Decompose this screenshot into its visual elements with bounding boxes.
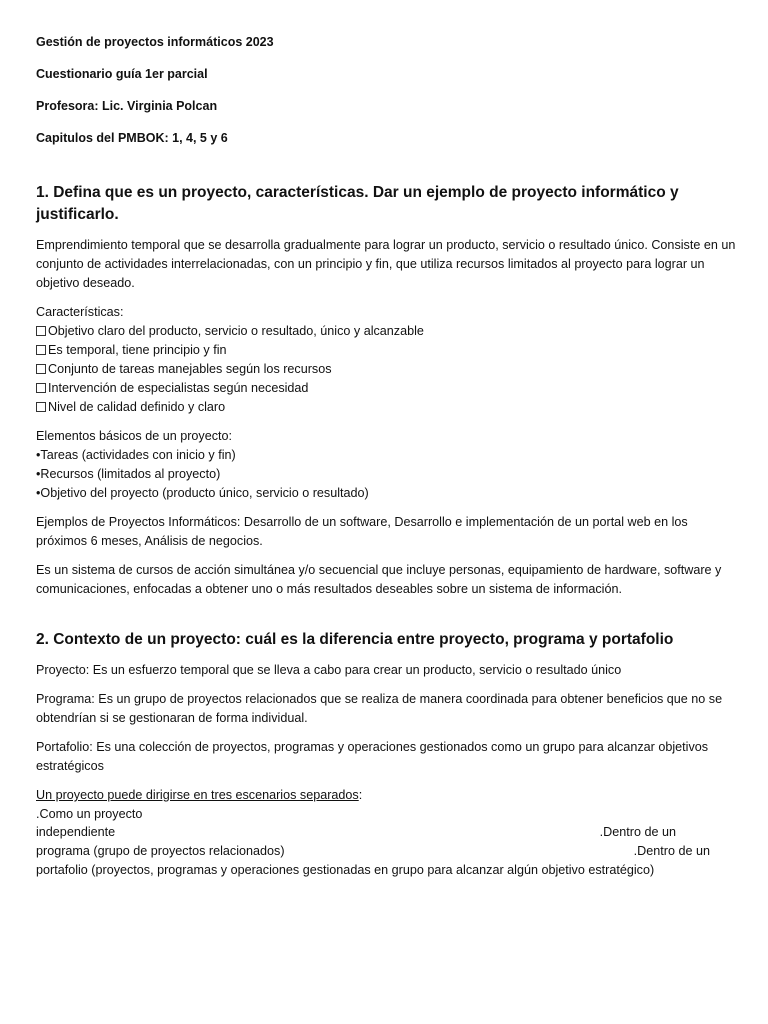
questionnaire-title: Cuestionario guía 1er parcial [36, 67, 208, 81]
elements-label: Elementos básicos de un proyecto: [36, 429, 233, 443]
list-item: •Tareas (actividades con inicio y fin) [36, 448, 236, 462]
characteristics-list [36, 303, 736, 417]
list-item: Es temporal, tiene principio y fin [36, 341, 736, 360]
question-2-title: 2. Contexto de un proyecto: cuál es la diferencia entre proyecto, programa y portafolio [36, 631, 674, 648]
bullet-icon: • [36, 486, 41, 500]
portafolio-definition: Portafolio: Es una colección de proyectos, programas y operaciones gestionados como un grupo para alcanzar objetivos estratégicos [36, 740, 709, 773]
characteristics-label: Características: [36, 305, 124, 319]
scenario-line: portafolio (proyectos, programas y operaciones gestionadas en grupo para alcanzar algún objetivo estratégico) [36, 863, 655, 877]
programa-definition: Programa: Es un grupo de proyectos relacionados que se realiza de manera coordinada para obtener beneficios que no se obtendrían si se gestionaran de forma individual. [36, 692, 723, 725]
bullet-box-icon [36, 326, 46, 336]
bullet-box-icon [36, 364, 46, 374]
professor-line: Profesora: Lic. Virginia Polcan [36, 99, 218, 113]
system-paragraph: Es un sistema de cursos de acción simultánea y/o secuencial que incluye personas, equipamiento de hardware, software y comunicaciones, enfocadas a obtener uno o más resultados deseables sobre un sistema de información. [36, 563, 722, 596]
scenario-line: independiente .Dentro de un [36, 825, 676, 839]
document-page [36, 34, 736, 880]
chapters-line: Capitulos del PMBOK: 1, 4, 5 y 6 [36, 131, 228, 145]
scenarios-block [36, 786, 736, 880]
list-item: Nivel de calidad definido y claro [36, 398, 736, 417]
list-item: Objetivo claro del producto, servicio o resultado, único y alcanzable [36, 322, 736, 341]
scenario-line: .Como un proyecto [36, 807, 143, 821]
list-item: Conjunto de tareas manejables según los recursos [36, 360, 736, 379]
elements-list [36, 427, 736, 503]
bullet-box-icon [36, 402, 46, 412]
bullet-icon: • [36, 448, 41, 462]
bullet-icon: • [36, 467, 41, 481]
question-1-title: 1. Defina que es un proyecto, características. Dar un ejemplo de proyecto informático y justificarlo. [36, 184, 679, 223]
scenarios-heading: Un proyecto puede dirigirse en tres escenarios separados: [36, 788, 363, 802]
bullet-box-icon [36, 345, 46, 355]
bullet-box-icon [36, 383, 46, 393]
course-title: Gestión de proyectos informáticos 2023 [36, 35, 274, 49]
list-item: Intervención de especialistas según necesidad [36, 379, 736, 398]
project-definition: Emprendimiento temporal que se desarrolla gradualmente para lograr un producto, servicio o resultado único. Consiste en un conjunto de actividades interrelacionadas, con un principio y fin, que utiliza recursos limitados al proyecto para lograr un objetivo deseado. [36, 238, 736, 290]
scenario-line: programa (grupo de proyectos relacionados) .Dentro de un [36, 844, 710, 858]
list-item: •Objetivo del proyecto (producto único, servicio o resultado) [36, 486, 369, 500]
examples-paragraph: Ejemplos de Proyectos Informáticos: Desarrollo de un software, Desarrollo e implementación de un portal web en los próximos 6 meses, Análisis de negocios. [36, 515, 688, 548]
proyecto-definition: Proyecto: Es un esfuerzo temporal que se lleva a cabo para crear un producto, servicio o resultado único [36, 663, 622, 677]
list-item: •Recursos (limitados al proyecto) [36, 467, 221, 481]
